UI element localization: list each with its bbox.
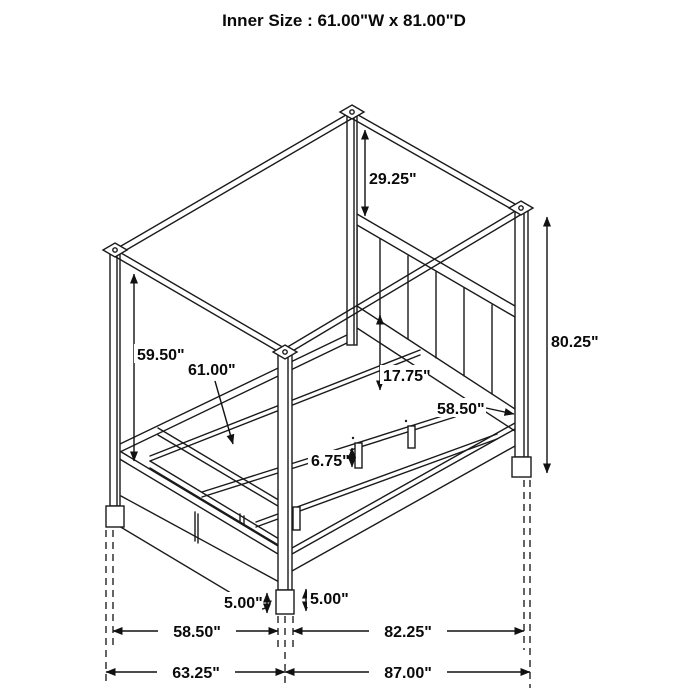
dim-canopy-to-headboard — [365, 130, 417, 216]
dim-label-58-50-upper: 58.50" — [437, 401, 485, 418]
dim-side-rail-length — [293, 620, 524, 641]
left-post — [106, 253, 124, 527]
bed-platform-rails — [120, 334, 497, 549]
dim-label-17-75: 17.75" — [383, 368, 431, 385]
dim-label-63-25: 63.25" — [172, 665, 220, 682]
dim-inner-width — [185, 359, 236, 444]
dim-label-6-75: 6.75" — [311, 453, 350, 470]
extension-lines — [106, 480, 530, 688]
dim-label-61-00: 61.00" — [188, 362, 236, 379]
dim-label-29-25: 29.25" — [369, 171, 417, 188]
canopy-corner-caps — [103, 105, 533, 359]
dim-label-59-50: 59.50" — [137, 347, 185, 364]
dim-footboard-outer-width — [113, 620, 278, 641]
dim-overall-length — [285, 661, 530, 682]
dim-footboard-foot-height — [221, 592, 267, 613]
front-post — [276, 352, 294, 614]
dim-label-5-00-right: 5.00" — [310, 591, 349, 608]
dim-overall-height — [547, 217, 600, 473]
dim-overall-width — [106, 661, 285, 682]
dim-post-foot-height — [306, 588, 349, 611]
dim-label-80-25: 80.25" — [551, 334, 599, 351]
dim-label-87-00: 87.00" — [384, 665, 432, 682]
dim-label-58-50-bottom: 58.50" — [173, 624, 221, 641]
dim-label-5-00-left: 5.00" — [224, 595, 263, 612]
dim-center-leg-height — [308, 448, 352, 470]
right-post — [512, 211, 531, 477]
page-title: Inner Size : 61.00"W x 81.00"D — [222, 11, 466, 30]
dim-label-82-25: 82.25" — [384, 624, 432, 641]
canopy-frame — [115, 112, 521, 356]
